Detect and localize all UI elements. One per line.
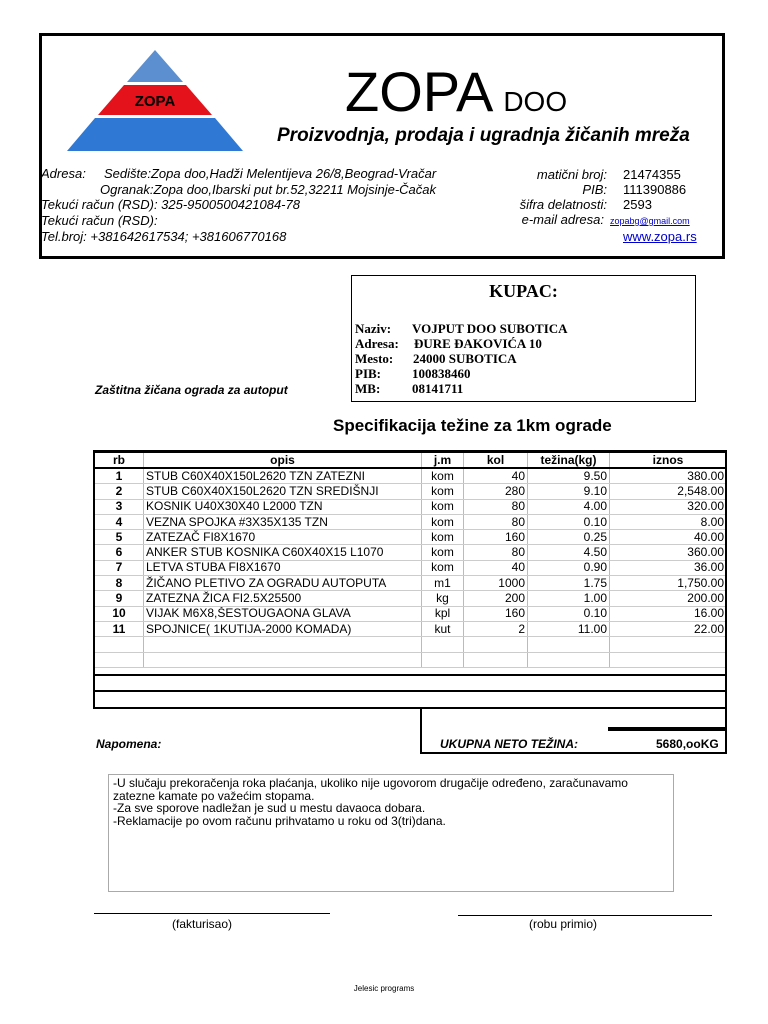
company-tagline: Proizvodnja, prodaja i ugradnja žičanih mreža	[277, 125, 690, 146]
cell-jm: m1	[422, 576, 464, 591]
company-name-text: ZOPA	[345, 60, 494, 123]
cell-kol: 80	[464, 514, 528, 529]
cell-opis: STUB C60X40X150L2620 TZN ZATEZNI	[144, 468, 422, 484]
reg-number-label: matični broj:	[536, 167, 607, 182]
cell-tezina: 9.10	[528, 484, 610, 499]
cell-tezina: 4.50	[528, 545, 610, 560]
cell-rb: 1	[95, 468, 144, 484]
address-branch: Ogranak:Zopa doo,Ibarski put br.52,32211 Mojsinje-Čačak	[100, 182, 437, 197]
project-label: Zaštitna žičana ograda za autoput	[95, 383, 288, 397]
cell-kol: 40	[464, 468, 528, 484]
cell-tezina: 9.50	[528, 468, 610, 484]
table-row	[95, 514, 727, 529]
cell-tezina: 0.90	[528, 560, 610, 575]
col-header-iznos: iznos	[610, 452, 727, 468]
buyer-pib-label: PIB:	[355, 366, 381, 381]
cell-opis: ŽIČANO PLETIVO ZA OGRADU AUTOPUTA	[144, 576, 422, 591]
cell-opis: KOSNIK U40X30X40 L2000 TZN	[144, 499, 422, 514]
table-row	[95, 530, 727, 545]
cell-kol: 2	[464, 621, 528, 636]
cell-rb: 10	[95, 606, 144, 621]
col-header-tezina: težina(kg)	[528, 452, 610, 468]
note-line: -Reklamacije po ovom računu prihvatamo u roku od 3(tri)dana.	[113, 813, 446, 828]
cell-tezina: 0.25	[528, 530, 610, 545]
cell-opis: ZATEZAČ FI8X1670	[144, 530, 422, 545]
buyer-box	[351, 275, 696, 402]
table-row	[95, 576, 727, 591]
cell-iznos: 200.00	[610, 591, 727, 606]
cell-tezina: 11.00	[528, 621, 610, 636]
table-row	[95, 591, 727, 606]
cell-rb: 5	[95, 530, 144, 545]
table-row	[95, 560, 727, 575]
cell-kol: 80	[464, 499, 528, 514]
cell-kol: 280	[464, 484, 528, 499]
cell-kol: 40	[464, 560, 528, 575]
cell-jm: kom	[422, 484, 464, 499]
cell-iznos: 22.00	[610, 621, 727, 636]
cell-tezina: 0.10	[528, 514, 610, 529]
note-label: Napomena:	[96, 737, 162, 751]
website-link[interactable]: www.zopa.rs	[623, 229, 697, 244]
table-row-empty	[95, 637, 727, 652]
activity-code-value: 2593	[623, 197, 652, 212]
items-table	[94, 451, 727, 668]
cell-jm: kom	[422, 514, 464, 529]
col-header-jm: j.m	[422, 452, 464, 468]
buyer-name: VOJPUT DOO SUBOTICA	[412, 321, 568, 336]
cell-iznos: 1,750.00	[610, 576, 727, 591]
cell-rb: 9	[95, 591, 144, 606]
cell-jm: kpl	[422, 606, 464, 621]
logo-bottom-band	[67, 118, 243, 151]
cell-kol: 1000	[464, 576, 528, 591]
cell-opis: ZATEZNA ŽICA FI2.5X25500	[144, 591, 422, 606]
table-divider	[93, 674, 727, 676]
col-header-opis: opis	[144, 452, 422, 468]
buyer-mb-label: MB:	[355, 381, 381, 396]
buyer-title: KUPAC:	[489, 281, 558, 301]
cell-jm: kg	[422, 591, 464, 606]
logo-top-triangle	[127, 50, 183, 82]
footer-text: Jelesic programs	[353, 984, 415, 993]
cell-jm: kom	[422, 530, 464, 545]
cell-iznos: 2,548.00	[610, 484, 727, 499]
cell-tezina: 1.75	[528, 576, 610, 591]
cell-opis: VEZNA SPOJKA #3X35X135 TZN	[144, 514, 422, 529]
buyer-pib: 100838460	[412, 366, 471, 381]
table-row-empty	[95, 652, 727, 667]
cell-jm: kom	[422, 560, 464, 575]
phone-numbers: Tel.broj: +381642617534; +381606770168	[41, 229, 287, 244]
company-logo	[66, 48, 244, 154]
signature-line-received	[458, 915, 712, 916]
cell-rb: 3	[95, 499, 144, 514]
reg-number-value: 21474355	[623, 167, 681, 182]
cell-rb: 7	[95, 560, 144, 575]
col-header-kol: kol	[464, 452, 528, 468]
cell-iznos: 380.00	[610, 468, 727, 484]
cell-iznos: 8.00	[610, 514, 727, 529]
email-link[interactable]: zopabg@gmail.com	[610, 216, 690, 226]
cell-kol: 160	[464, 606, 528, 621]
buyer-address-label: Adresa:	[355, 336, 399, 351]
cell-iznos: 40.00	[610, 530, 727, 545]
buyer-address: ĐURE ĐAKOVIĆA 10	[414, 336, 542, 351]
signature-label-received: (robu primio)	[529, 917, 598, 931]
note-line: zatezne kamate po važećim stopama.	[113, 788, 315, 803]
col-header-rb: rb	[95, 452, 144, 468]
table-row	[95, 484, 727, 499]
cell-iznos: 16.00	[610, 606, 727, 621]
cell-rb: 8	[95, 576, 144, 591]
note-line: -Za sve sporove nadležan je sud u mestu davaoca dobara.	[113, 801, 426, 815]
cell-opis: LETVA STUBA FI8X1670	[144, 560, 422, 575]
bank-account-2: Tekući račun (RSD):	[41, 213, 158, 228]
table-row	[95, 606, 727, 621]
total-underline	[608, 727, 726, 731]
address-hq: Sedište:Zopa doo,Hadži Melentijeva 26/8,Beograd-Vračar	[104, 166, 437, 181]
buyer-city: 24000 SUBOTICA	[413, 351, 517, 366]
cell-iznos: 320.00	[610, 499, 727, 514]
cell-jm: kom	[422, 468, 464, 484]
cell-rb: 11	[95, 621, 144, 636]
cell-opis: STUB C60X40X150L2620 TZN SREDIŠNJI	[144, 484, 422, 499]
cell-rb: 2	[95, 484, 144, 499]
cell-tezina: 1.00	[528, 591, 610, 606]
table-divider	[93, 690, 727, 692]
signature-label-invoiced: (fakturisao)	[172, 917, 233, 931]
company-name	[345, 60, 567, 134]
cell-tezina: 4.00	[528, 499, 610, 514]
cell-kol: 160	[464, 530, 528, 545]
cell-opis: ANKER STUB KOSNIKA C60X40X15 L1070	[144, 545, 422, 560]
cell-opis: SPOJNICE( 1KUTIJA-2000 KOMADA)	[144, 621, 422, 636]
logo-text: ZOPA	[134, 93, 176, 110]
cell-tezina: 0.10	[528, 606, 610, 621]
table-row	[95, 545, 727, 560]
cell-jm: kom	[422, 545, 464, 560]
table-row	[95, 621, 727, 636]
total-weight-label: UKUPNA NETO TEŽINA:	[440, 737, 578, 751]
cell-kol: 200	[464, 591, 528, 606]
address-label: Adresa:	[41, 166, 86, 181]
spec-title: Specifikacija težine za 1km ograde	[333, 416, 612, 435]
cell-iznos: 360.00	[610, 545, 727, 560]
cell-jm: kom	[422, 499, 464, 514]
total-weight-value: 5680,ooKG	[656, 737, 719, 751]
table-header-row	[95, 452, 727, 468]
bank-account-1: Tekući račun (RSD): 325-9500500421084-78	[41, 197, 300, 212]
pib-label: PIB:	[582, 182, 607, 197]
cell-kol: 80	[464, 545, 528, 560]
cell-opis: VIJAK M6X8,ŠESTOUGAONA GLAVA	[144, 606, 422, 621]
email-label: e-mail adresa:	[521, 212, 604, 227]
cell-rb: 4	[95, 514, 144, 529]
signature-line-invoiced	[94, 913, 330, 914]
cell-rb: 6	[95, 545, 144, 560]
notes-box	[108, 774, 674, 892]
table-row	[95, 499, 727, 514]
buyer-name-label: Naziv:	[355, 321, 392, 336]
cell-jm: kut	[422, 621, 464, 636]
company-suffix: DOO	[503, 86, 568, 117]
buyer-city-label: Mesto:	[355, 351, 394, 366]
activity-code-label: šifra delatnosti:	[519, 197, 607, 212]
buyer-mb: 08141711	[412, 381, 464, 396]
table-row	[95, 468, 727, 484]
note-line: -U slučaju prekoračenja roka plaćanja, ukoliko nije ugovorom drugačije određeno, zaračunavamo	[113, 776, 628, 790]
cell-iznos: 36.00	[610, 560, 727, 575]
pib-value: 111390886	[623, 182, 687, 197]
